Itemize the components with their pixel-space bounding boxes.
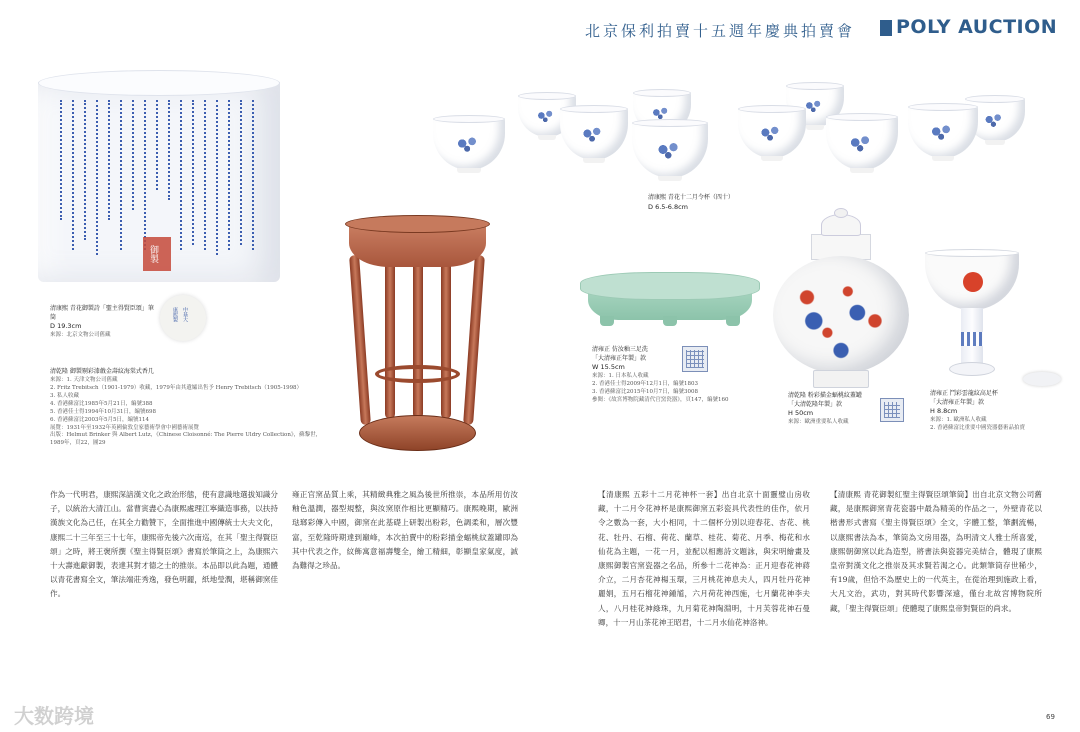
caption-basin	[592, 346, 764, 405]
caption-stemcup-title: 清雍正 鬥彩雲龍紋高足杯	[930, 390, 998, 397]
celadon-basin-image	[580, 272, 760, 330]
stem-cup-mark-detail	[1023, 372, 1061, 386]
caption-stand-line: 來源：1. 天津文物公司舊藏	[50, 376, 118, 383]
caption-stemcup-mark: 「大清雍正年製」款	[930, 398, 985, 406]
caption-brushpot	[50, 305, 158, 340]
caption-jar-title: 清乾隆 粉彩描金蝠桃紋蓋罐	[788, 392, 862, 399]
caption-stand-line: 4. 香港蘇富比1985年5月21日，編號388	[50, 400, 153, 407]
header-title-cn: 北京保利拍賣十五週年慶典拍賣會	[585, 22, 856, 40]
watermark-logo: 大数跨境	[14, 704, 94, 728]
brand-mark	[880, 20, 892, 36]
caption-stand-title: 清乾隆 御製剔彩漆戧金壽紋海棠式香几	[50, 368, 154, 375]
brand-logo: POLY AUCTION	[896, 16, 1058, 38]
cup-image	[632, 122, 708, 178]
caption-stand-line: 5. 香港佳士得1994年10月31日，編號698	[50, 408, 156, 415]
body-column-2: 雍正官窯品質上乘，其精緻典雅之風為後世所推崇，本品所用仿汝釉色溫潤，器型規整，與汝窯原作相比更顯精巧。康熙晚期，歐洲琺瑯彩傳入中國，御窯在此基礎上研製出粉彩，色調柔和，層次豐富，至乾隆時期達到巔峰，本次拍賣中的粉彩描金蝠桃紋蓋罐即為其中代表之作，紋飾寓意福壽雙全，繪工精細，彰顯皇家氣度，誠為難得之珍品。	[292, 490, 518, 571]
reign-mark-text-1: 中基大	[182, 307, 188, 322]
lacquer-stand-image	[345, 215, 490, 455]
caption-stemcup-line: 2. 香港蘇富比重要中國瓷器藝術品拍賣	[930, 424, 1025, 431]
body-column-1: 作為一代明君，康熙深諳漢文化之政治形態，使有意識地選拔知識分子，以統治大清江山。當曹寅盡心為康熙處理江寧織造事務，以扶持漢族文化為己任，在其全力勸贊下，全面推進中國傳統士大夫文化，康熙二十三年至三十七年，康熙帝先後六次南巡，在其「聖主得賢臣頌」之時，將王褒所撰《聖主得賢臣頌》書寫於筆筒之上，為康熙六十大壽進獻御製，表達其對才德之士的推崇。本品即以此為題，通體以青花書寫全文，筆法端莊秀逸，發色明麗，紙地瑩潤，堪稱御窯佳作。	[50, 490, 278, 599]
caption-stand-line: 6. 香港蘇富比2003年5月5日，編號114	[50, 416, 149, 423]
stem-cup-image	[925, 252, 1019, 382]
caption-jar	[788, 392, 876, 427]
caption-stand-line: 2. Fritz Trebitsch（1901-1979）收藏，1979年由其遺孀出售予 Henry Trebitsch（1905-1998）	[50, 384, 303, 391]
body-column-3: 【清康熙 五彩十二月花神杯一套】出自北京十面靈璧山房收藏，十二月令花神杯是康熙御窯五彩瓷具代表性的佳作，依月令之數為一套，大小相同，十二個杯分別以迎春花、杏花、桃花、牡丹、石榴、荷花、蘭草、桂花、菊花、月季、梅花和水仙花為主題，一花一月，並配以相應詩文題詠，與宋明繪畫及康熙御製官窯瓷器之名品，所參十二花神為：正月迎春花神蔣介立，二月杏花神楊玉環，三月桃花神息夫人，四月牡丹花神麗娟，五月石榴花神鍾馗，六月荷花神西施，七月蘭花神李夫人，八月桂花神綠珠，九月菊花神陶淵明，十月芙蓉花神石曼卿，十一月山茶花神王昭君，十二月水仙花神洛神。	[598, 490, 810, 627]
caption-brushpot-provenance: 來源：北京文物公司舊藏	[50, 331, 111, 338]
caption-jar-mark: 「大清乾隆年製」款	[788, 400, 843, 408]
caption-basin-size: W 15.5cm	[592, 363, 625, 372]
red-seal-stamp	[143, 237, 171, 271]
caption-basin-line: 3. 香港蘇富比2015年10月7日，編號3008	[592, 388, 698, 395]
caption-stand	[50, 368, 332, 448]
reign-mark-text-2: 康熙製	[172, 307, 178, 322]
caption-brushpot-size: D 19.3cm	[50, 322, 82, 331]
caption-basin-title: 清雍正 仿汝釉三足洗	[592, 346, 648, 353]
cup-image	[560, 108, 628, 160]
caption-cups-size: D 6.5-6.8cm	[648, 202, 688, 211]
caption-cups	[648, 194, 788, 212]
caption-stand-exhibit: 展覽：1931年至1932年英國倫敦皇家藝術學會中國藝術展覽	[50, 424, 199, 431]
caption-cups-title: 清康熙 青花十二月令杯（四十）	[648, 194, 734, 201]
caption-basin-line: 2. 香港佳士得2009年12月1日，編號1803	[592, 380, 698, 387]
caption-stemcup	[930, 390, 1068, 433]
caption-basin-mark: 「大清雍正年製」款	[592, 354, 647, 362]
cup-image	[826, 116, 898, 170]
caption-stand-ref: 出版：Helmut Brinker 與 Albert Lutz，《Chinese Cloisonné: The Pierre Uldry Collection》，蘇黎世，1989年，頁22，圖29	[50, 432, 322, 447]
caption-basin-ref: 參閱：《故宮博物院藏清代官窯瓷器》，頁147，編號160	[592, 396, 729, 403]
cup-image	[738, 108, 806, 158]
caption-brushpot-title: 清康熙 青花御製詩「聖主得賢臣頌」筆筒	[50, 305, 154, 321]
reign-mark-detail	[160, 295, 206, 341]
basin-reign-mark	[682, 346, 708, 372]
caption-stand-line: 3. 私人收藏	[50, 392, 79, 399]
seal-text: 御製	[148, 245, 158, 263]
famille-rose-jar-image	[773, 214, 909, 392]
cup-image	[908, 106, 978, 158]
caption-stemcup-size: H 8.8cm	[930, 407, 958, 416]
page-number: 69	[1046, 713, 1055, 721]
body-column-4: 【清康熙 青花御製紅聖主得賢臣頌筆筒】出自北京文物公司舊藏，是康熙御窯青花瓷器中最為精美的作品之一，外壁青花以楷書形式書寫《聖主得賢臣頌》全文，字體工整，筆劃流暢，以康熙書法為本，筆筒為文房用器，為明清文人雅士所喜愛，康熙朝御窯以此為造型，將書法與瓷器完美結合，體現了康熙皇帝對漢文化之推崇及其求賢若渴之心。此類筆筒存世稀少，有19歲，但恰不為歷史上的一代英主，在從治理到施政上看，大凡文治，武功，對其時代影響深遠，僅台北故宮博物院所藏，「聖主得賢臣頌」使體現了康熙皇帝對賢臣的尚求。	[830, 490, 1042, 613]
caption-jar-provenance: 來源：歐洲重要私人收藏	[788, 418, 849, 425]
brushpot-rim	[38, 70, 280, 96]
cup-image	[433, 118, 505, 170]
caption-stemcup-line: 來源：1. 歐洲私人收藏	[930, 416, 987, 423]
jar-reign-mark	[880, 398, 904, 422]
caption-jar-size: H 50cm	[788, 409, 814, 418]
caption-basin-line: 來源：1. 日本私人收藏	[592, 372, 649, 379]
